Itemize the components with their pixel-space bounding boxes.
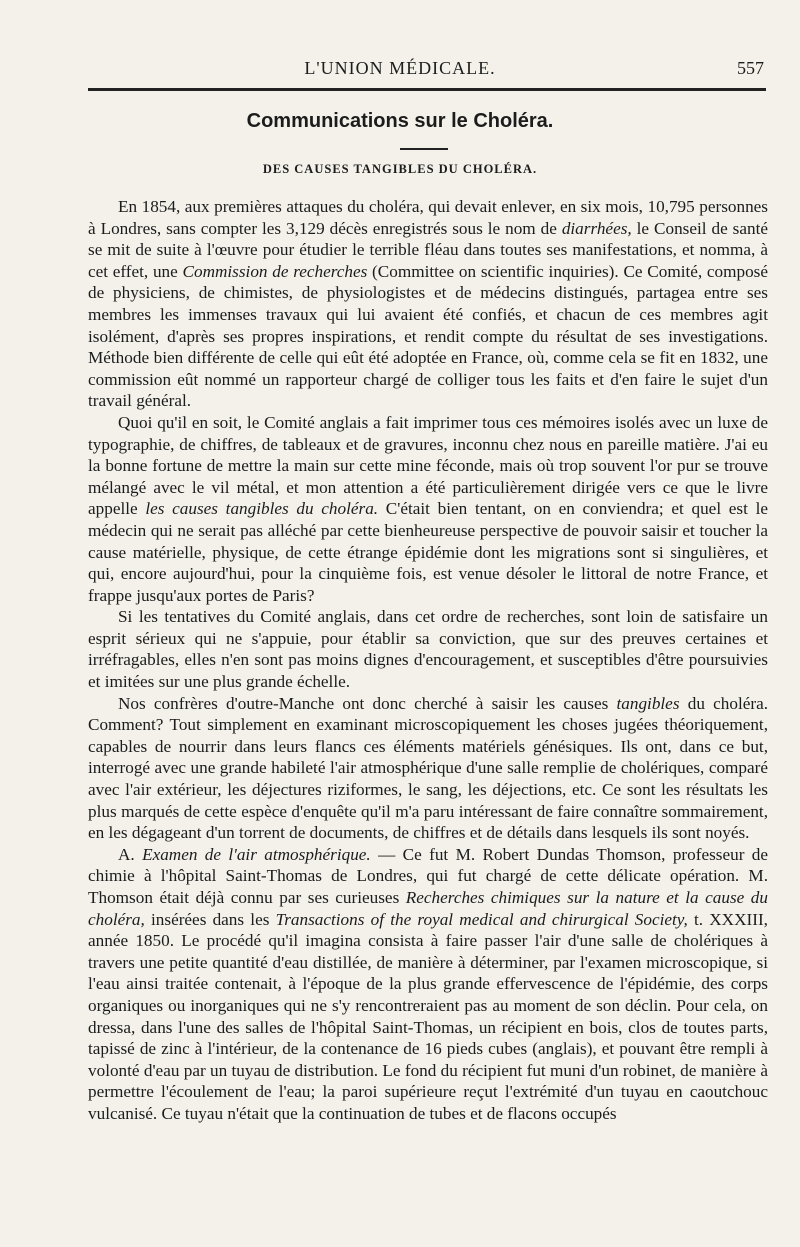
text-run: En 1854, aux premières attaques du choléra, qui devait enlever, en six mois, 10,795 personnes à Londres, sans compter les 3,129 décès enregistrés sous le nom de [88, 197, 768, 238]
text-run: — Ce fut M. Robert Dundas Thomson, professeur de chimie à l'hôpital Saint-Thomas de Londres, qui fut chargé de cette délicate opération. M. Thomson était déjà connu par ses curieuses [88, 844, 769, 907]
section-title: Communications sur le Choléra. [246, 110, 554, 132]
paragraph [88, 844, 768, 1125]
italic-text: tangibles [616, 693, 680, 713]
header-rule [88, 88, 766, 91]
page-number: 557 [737, 58, 764, 78]
text-run: t. XXXIII, année 1850. Le procédé qu'il imagina consista à faire passer l'air d'une salle de cholériques à travers une petite quantité d'eau distillée, de manière à déterminer, par l'examen microscopique, si l'eau ainsi traitée contenait, à l'époque de la plus grande effervescence de l'épidémie, des corps organiques ou inorganiques qui ne s'y rencontreraient pas au moment de son déclin. Pour cela, on dressa, dans l'une des salles de l'hôpital Saint-Thomas, un récipient en bois, clos de toutes parts, tapissé de zinc à l'intérieur, de la contenance de 16 pieds cubes (anglais), et pouvant être rempli à volonté d'eau par un tuyau de distribution. Le fond du récipient fut muni d'un robinet, de manière à permettre l'écoulement de l'eau; la paroi supérieure reçut l'extrémité d'un tuyau en caoutchouc vulcanisé. Ce tuyau n'était que la continuation de tubes et de flacons occupés [88, 909, 768, 1123]
running-title: L'UNION MÉDICALE. [304, 58, 496, 78]
article-subtitle: DES CAUSES TANGIBLES DU CHOLÉRA. [262, 162, 538, 176]
title-rule [400, 148, 448, 150]
italic-text: les causes tangibles du choléra. [145, 499, 379, 519]
italic-text: Examen de l'air atmosphérique. [142, 844, 371, 864]
text-run: A. [118, 844, 143, 864]
text-run: C'était bien tentant, on en conviendra; et quel est le médecin qui ne serait pas alléché par cette bienheureuse perspective de pouvoir saisir et toucher la cause matérielle, physique, de cette étrange épidémie dont les migrations sont si singulières, et qui, encore aujourd'hui, pour la cinquième fois, est venue désoler le littoral de notre France, et frappe jusqu'aux portes de Paris? [88, 499, 768, 605]
text-run: (Committee on scientific inquiries). Ce Comité, composé de physiciens, de chimistes, de physiologistes et de médecins distingués, partagea entre ses membres les immenses travaux qui lui avaient été confiés, et chacun de ces membres agit isolément, d'après ses propres inspirations, et rendit compte du résultat de ses investigations. Méthode bien différente de celle qui eût été adoptée en France, où, comme cela se fit en 1832, une commission eût nommé un rapporteur chargé de colliger tous les faits et d'en faire le sujet d'un travail général. [88, 261, 768, 411]
text-run: insérées dans les [144, 909, 276, 929]
paragraph [88, 693, 768, 844]
paragraph [88, 412, 768, 606]
text-run: Si les tentatives du Comité anglais, dans cet ordre de recherches, sont loin de satisfaire un esprit sérieux qui ne s'appuie, pour établir sa conviction, que sur des preuves certaines et irréfragables, elles n'en sont pas moins dignes d'encouragement, et susceptibles d'être poursuivies et imitées sur une plus grande échelle. [88, 607, 768, 692]
paragraph [88, 196, 768, 412]
article-body [88, 196, 768, 1125]
paragraph [88, 606, 768, 692]
running-header [0, 58, 800, 84]
italic-text: Recherches chimiques sur la nature et la cause du choléra, [88, 888, 768, 929]
italic-text: diarrhées, [561, 218, 632, 238]
text-run: Quoi qu'il en soit, le Comité anglais a fait imprimer tous ces mémoires isolés avec un luxe de typographie, de chiffres, de tableaux et de gravures, inconnu chez nous en pareille matière. J'ai eu la bonne fortune de mettre la main sur cette mine féconde, mais où trop souvent l'or pur se trouve mélangé avec le vil métal, et mon attention a été particulièrement dirigée vers ce que le livre appelle [88, 412, 768, 519]
text-run: du choléra. Comment? Tout simplement en examinant microscopiquement les choses jugées théoriquement, capables de nourrir dans leurs flancs ces éléments matériels génésiques. Ils ont, dans ce but, interrogé avec une grande habileté l'air atmosphérique d'une salle remplie de cholériques, comparé avec l'air extérieur, les déjectures riziformes, le sang, les déjections, etc. Ce sont les résultats les plus marqués de cette espèce d'enquête qu'il m'a paru intéressant de faire connaître sommairement, en les dégageant d'un torrent de documents, de chiffres et de détails dans lesquels ils sont noyés. [88, 693, 768, 843]
italic-text: Transactions of the royal medical and chirurgical Society, [275, 909, 688, 929]
text-run: le Conseil de santé se mit de suite à l'œuvre pour étudier le terrible fléau dans toutes ses manifestations, et nomma, à cet effet, une [88, 218, 768, 281]
text-run: Nos confrères d'outre-Manche ont donc cherché à saisir les causes [118, 693, 617, 713]
italic-text: Commission de recherches [182, 261, 368, 281]
